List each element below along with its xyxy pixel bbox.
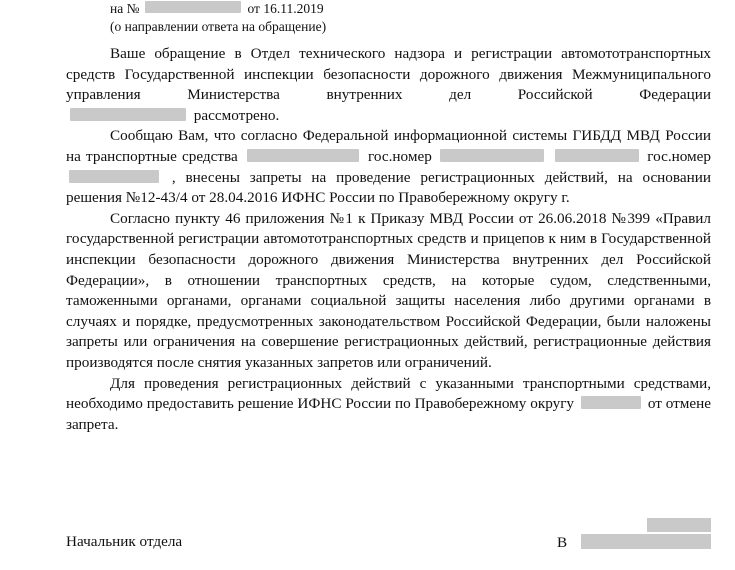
signer-initial: В (557, 534, 568, 551)
redacted-vehicle-2 (555, 149, 639, 162)
header-reference-line (110, 0, 440, 17)
redacted-vehicle-1 (247, 149, 359, 162)
paragraph-1-text-end: рассмотрено. (193, 106, 280, 124)
document-body (66, 44, 711, 435)
reference-date: от 16.11.2019 (247, 1, 324, 16)
reference-label: на № (110, 1, 140, 16)
redacted-city (581, 396, 641, 409)
paragraph-2 (66, 126, 711, 208)
redacted-plate-1 (440, 149, 544, 162)
paragraph-4-text-start: Для проведения регистрационных действий с указанными транспортными средствами, необходимо предоставить решение ИФНС России по Правобережному округу (66, 374, 711, 413)
signature-row (66, 532, 711, 562)
paragraph-3-text: Согласно пункту 46 приложения №1 к Приказу МВД России от 26.06.2018 №399 «Правил государственной регистрации автомототранспортных средств и прицепов к ним в Государственной инспекции безопасности дорожного движения Министерства внутренних дел Российской Федерации», в отношении транспортных средств, на которые судом, следственными, таможенными органами, органами социальной защиты населения либо другими органами в случаях и порядке, предусмотренных законодательством Российской Федерации, были наложены запреты или ограничения на совершение регистрационных действий, регистрационные действия производятся после снятия указанных запретов или ограничений. (66, 209, 711, 371)
paragraph-1-text: Ваше обращение в Отдел технического надзора и регистрации автомототранспортных средств Государственной инспекции безопасности дорожного движения Межмуниципального управления Министерства внутренних дел Российской Федерации (66, 45, 711, 104)
paragraph-1 (66, 44, 711, 126)
paragraph-2-plate-label-2: гос.номер (647, 147, 712, 165)
redacted-reference-number (145, 1, 241, 13)
paragraph-4-text-end: от отмене запрета. (66, 395, 712, 433)
signer-position: Начальник отдела (66, 533, 183, 550)
redacted-signature-mark (647, 518, 711, 532)
document-footer (66, 532, 711, 562)
document-header (110, 0, 440, 35)
paragraph-2-plate-label-1: гос.номер (368, 147, 432, 165)
paragraph-3 (66, 209, 711, 374)
paragraph-4 (66, 374, 711, 436)
header-subject-line: (о направлении ответа на обращение) (110, 19, 327, 34)
redacted-applicant-name (70, 108, 186, 121)
signature-block (551, 532, 711, 562)
redacted-signer-name (581, 534, 711, 549)
paragraph-2-text-start: Сообщаю Вам, что согласно Федеральной информационной системы ГИБДД МВД России на транспортные средства (66, 127, 711, 165)
paragraph-2-text-end: , внесены запреты на проведение регистрационных действий, на основании решения №12-43/4 от 28.04.2016 ИФНС России по Правобережному округу г. (66, 168, 711, 207)
redacted-plate-2 (69, 170, 159, 183)
